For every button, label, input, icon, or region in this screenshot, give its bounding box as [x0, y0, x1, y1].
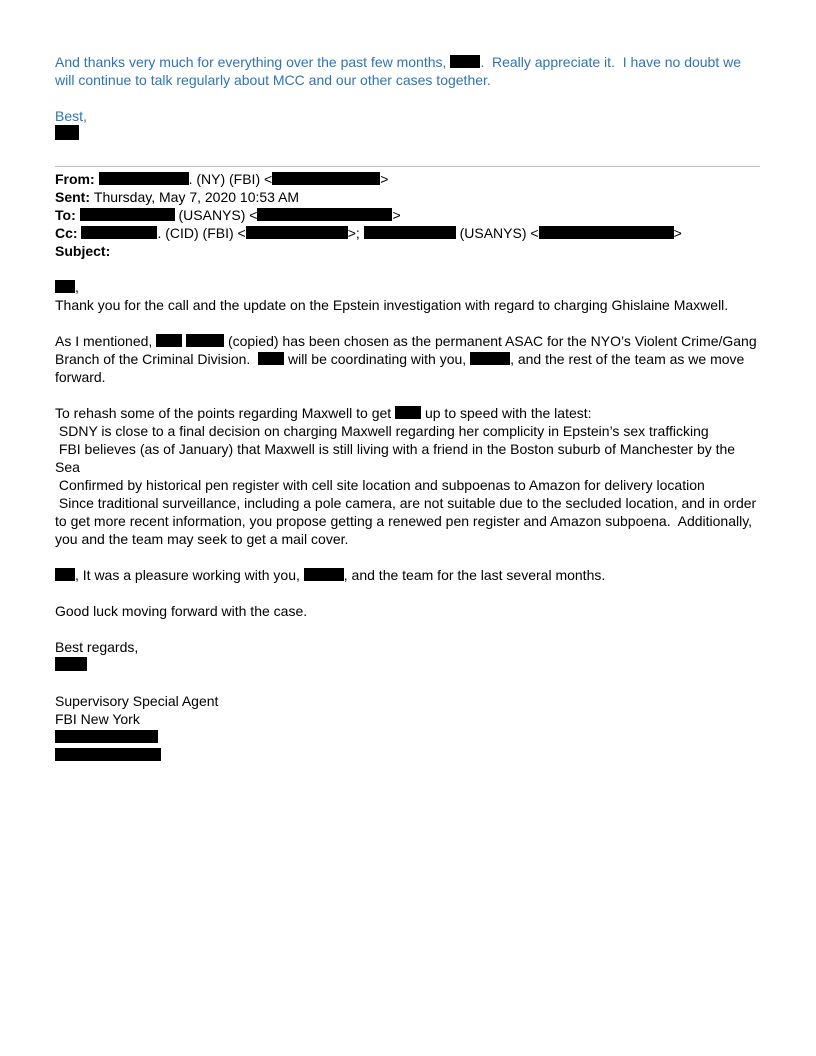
- redaction-box: [80, 208, 175, 221]
- paragraph-line: [55, 296, 760, 314]
- text-run: Confirmed by historical pen register with cell site location and subpoenas to Amazon for delivery location: [55, 477, 705, 493]
- paragraph-line: [55, 602, 760, 620]
- text-run: , It was a pleasure working with you,: [75, 567, 304, 583]
- text-run: Best,: [55, 108, 87, 124]
- text-run: FBI believes (as of January) that Maxwell is still living with a friend in the Boston suburb of Manchester by the Sea: [55, 441, 739, 475]
- header-field-label: From:: [55, 171, 99, 187]
- text-run: Best regards,: [55, 639, 139, 655]
- paragraph-line: [55, 332, 760, 386]
- text-run: FBI New York: [55, 711, 140, 727]
- text-run: Good luck moving forward with the case.: [55, 603, 308, 619]
- reply-note: [55, 53, 760, 143]
- redaction-box: [81, 226, 157, 239]
- paragraph-line: [55, 746, 760, 764]
- text-run: , and the rest of the team as we move forward.: [55, 351, 749, 385]
- text-run: Thursday, May 7, 2020 10:53 AM: [93, 189, 300, 205]
- paragraph-line: [55, 656, 760, 674]
- redaction-box: [55, 280, 75, 293]
- header-field-label: Cc:: [55, 225, 82, 241]
- text-run: And thanks very much for everything over the past few months,: [55, 54, 451, 70]
- text-run: (USANYS) <: [174, 207, 258, 223]
- email-header-fields: [55, 170, 760, 260]
- blank-line: [55, 548, 760, 566]
- blank-line: [55, 620, 760, 638]
- paragraph-line: [55, 422, 760, 440]
- text-run: >: [380, 171, 389, 187]
- redaction-box: [470, 352, 510, 365]
- blank-line: [55, 674, 760, 692]
- redaction-box: [395, 406, 421, 419]
- text-run: >;: [347, 225, 364, 241]
- redaction-box: [258, 352, 284, 365]
- text-run: Supervisory Special Agent: [55, 693, 219, 709]
- redaction-box: [99, 172, 189, 185]
- redaction-box: [364, 226, 456, 239]
- redaction-box: [55, 748, 161, 761]
- redaction-box: [55, 125, 79, 140]
- text-run: . (CID) (FBI) <: [157, 225, 246, 241]
- text-run: SDNY is close to a final decision on charging Maxwell regarding her complicity in Epstein’s sex trafficking: [55, 423, 709, 439]
- paragraph-line: [55, 125, 760, 143]
- text-run: >: [392, 207, 401, 223]
- paragraph-line: [55, 692, 760, 710]
- paragraph-line: [55, 278, 760, 296]
- text-run: Since traditional surveillance, including a pole camera, are not suitable due to the secluded location, and in order to get more recent information, you propose getting a renewed pen register and Amazon subpoena. Additionally, you and the team may seek to get a mail cover.: [55, 495, 761, 547]
- paragraph-line: [55, 728, 760, 746]
- header-field-to: [55, 206, 760, 224]
- text-run: To rehash some of the points regarding Maxwell to get: [55, 405, 396, 421]
- text-run: Thank you for the call and the update on the Epstein investigation with regard to charging Ghislaine Maxwell.: [55, 297, 729, 313]
- header-divider-line: [55, 166, 760, 167]
- header-field-label: Subject:: [55, 243, 115, 259]
- redaction-box: [450, 55, 480, 68]
- paragraph-line: [55, 494, 760, 548]
- email-body: [55, 278, 760, 764]
- paragraph-line: [55, 440, 760, 476]
- redaction-box: [246, 226, 348, 239]
- text-run: >: [673, 225, 682, 241]
- redaction-box: [304, 568, 344, 581]
- text-run: will be coordinating with you,: [284, 351, 471, 367]
- header-field-from: [55, 170, 760, 188]
- blank-line: [55, 89, 760, 107]
- blank-line: [55, 386, 760, 404]
- blank-line: [55, 260, 760, 278]
- text-run: As I mentioned,: [55, 333, 157, 349]
- header-field-cc: [55, 224, 760, 242]
- paragraph-line: [55, 476, 760, 494]
- text-run: . Really appreciate it. I have no doubt we will continue to talk regularly about MCC and our other cases together.: [55, 54, 745, 88]
- paragraph-line: [55, 404, 760, 422]
- redaction-box: [55, 568, 75, 581]
- header-field-sent: [55, 188, 760, 206]
- blank-line: [55, 314, 760, 332]
- redaction-box: [186, 334, 224, 347]
- paragraph-line: [55, 53, 760, 89]
- paragraph-line: [55, 710, 760, 728]
- redaction-box: [257, 208, 392, 221]
- header-field-subject: [55, 242, 760, 260]
- blank-line: [55, 584, 760, 602]
- text-run: up to speed with the latest:: [421, 405, 592, 421]
- paragraph-line: [55, 638, 760, 656]
- redaction-box: [272, 172, 380, 185]
- redaction-box: [55, 657, 87, 671]
- paragraph-line: [55, 566, 760, 584]
- paragraph-line: [55, 107, 760, 125]
- header-field-label: Sent:: [55, 189, 94, 205]
- text-run: (copied) has been chosen as the permanent ASAC for the NYO’s Violent Crime/Gang Branch of the Criminal Division.: [55, 333, 761, 367]
- header-field-label: To:: [55, 207, 80, 223]
- redaction-box: [156, 334, 182, 347]
- redaction-box: [539, 226, 674, 239]
- text-run: . (NY) (FBI) <: [188, 171, 273, 187]
- text-run: , and the team for the last several months.: [343, 567, 606, 583]
- redaction-box: [55, 730, 158, 743]
- text-run: (USANYS) <: [455, 225, 539, 241]
- text-run: ,: [75, 279, 79, 295]
